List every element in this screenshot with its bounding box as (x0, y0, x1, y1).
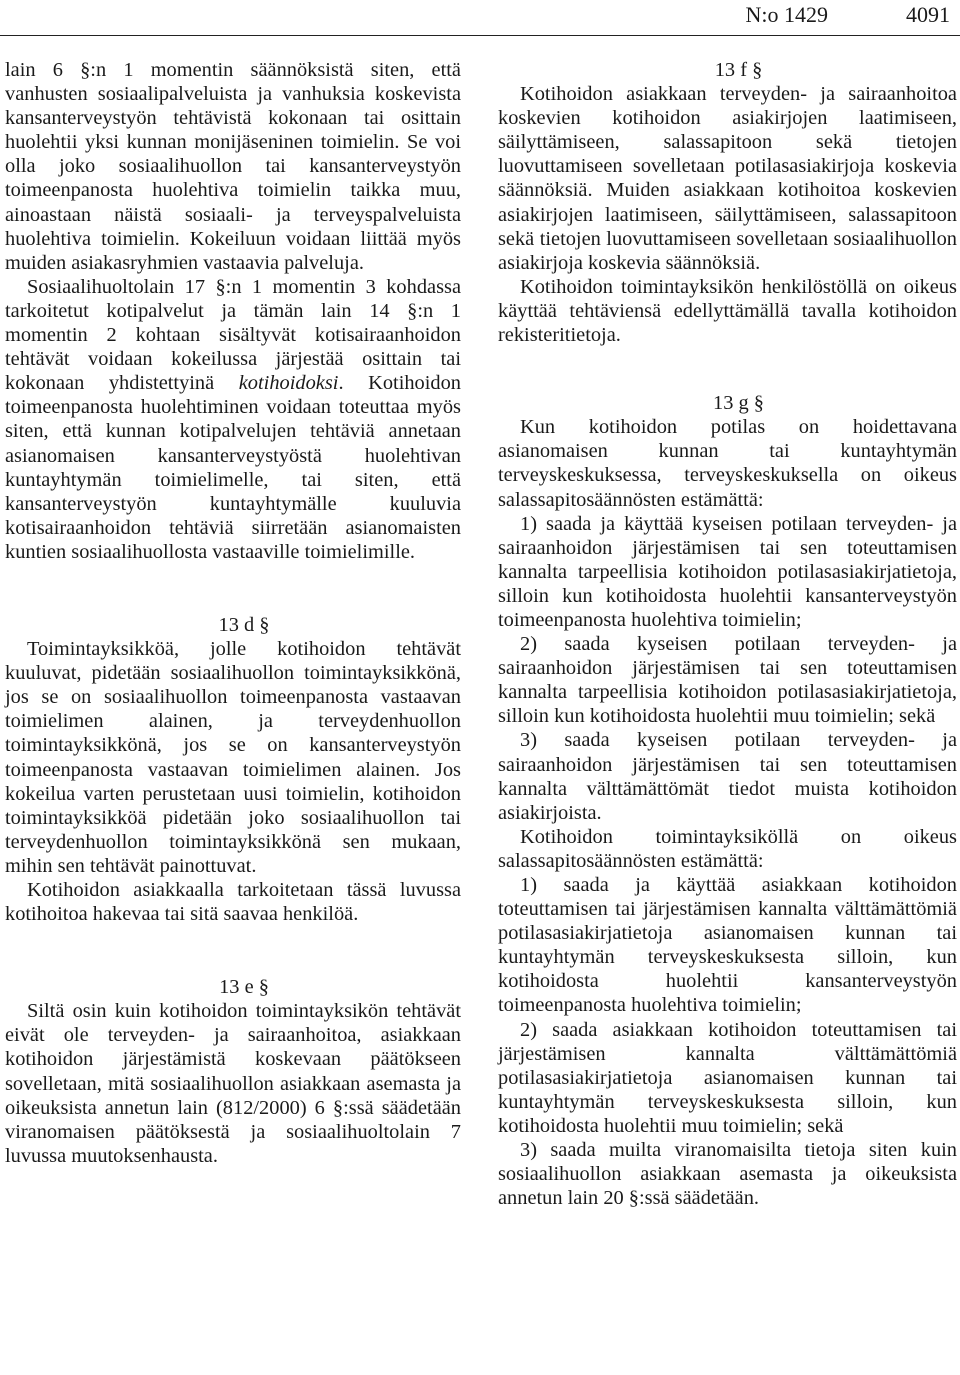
section-13g-intro: Kun kotihoidon potilas on hoidettavana asianomaisen kunnan tai kuntayhtymän terveyskeskuksessa, terveyskeskuksella on oikeus salassapitosäännösten estämättä: (498, 416, 957, 511)
section-heading-13f: 13 f § (714, 59, 763, 81)
section-13g-b-item-1: 1) saada ja käyttää asiakkaan kotihoidon toteuttamisen tai järjestämisen kannalta välttämättömiä potilasasiakirjatietoja asianomaisen kunnan tai kuntayhtymän terveyskeskuksesta silloin, kun kotihoidosta huolehtii kansanterveystyön toimeenpanosta huolehtiva toimielin; (498, 874, 957, 1017)
paragraph-kotihoito (5, 275, 461, 564)
section-heading-13g: 13 g § (713, 392, 764, 415)
section-13f-paragraph-1: Kotihoidon asiakkaan terveyden- ja sairaanhoitoa koskevien kotihoidon asiakirjojen laatimiseen, säilyttämiseen, salassapitoon sekä tietojen luovuttamiseen sovelletaan potilasasiakirjoja koskevia säännöksiä. Muiden asiakkaan kotihoitoa koskevien asiakirjojen laatimiseen, säilyttämiseen, salassapitoon sekä tietojen luovuttamiseen sovelletaan sosiaalihuollon asiakirjoja koskevia säännöksiä. (498, 83, 957, 274)
section-heading-13e: 13 e § (219, 976, 269, 999)
paragraph-text: . Kotihoidon toimeenpanosta huolehtiminen voidaan toteuttaa myös siten, että kunnan kotipalvelujen tehtäviä annetaan asianomaisen kansanterveystyöstä huolehtivan kuntayhtymän toimielimelle, tai siten, että kansanterveystyön kuntayhtymälle kuuluvia kotisairaanhoidon tehtäviä siirretään asianomaisten kuntien sosiaalihuollosta vastaaville toimielimille. (5, 372, 461, 563)
section-13g-item-1: 1) saada ja käyttää kyseisen potilaan terveyden- ja sairaanhoidon järjestämisen tai sen toteuttamisen kannalta tarpeellisia kotihoidon potilasasiakirjatietoja, silloin kun kotihoidosta huolehtii kansanterveystyön toimeenpanosta huolehtiva toimielin; (498, 512, 957, 631)
section-13g-item-3: 3) saada kyseisen potilaan terveyden- ja sairaanhoidon järjestämisen tai sen toteuttamisen kannalta välttämättömät tiedot muista kotihoidon asiakirjoista. (498, 729, 957, 824)
paragraph-continuation: lain 6 §:n 1 momentin säännöksistä siten, että vanhusten sosiaalipalveluista ja vanhuksia koskevista kansanterveystyön tehtävistä kokonaan tai osittain huolehtii yksi kunnan monijäseninen toimielin. Se voi olla joko sosiaalihuollon tai kansanterveystyön toimeenpanosta huolehtiva toimielin taikka muu, ainoastaan näistä sosiaali- ja terveyspalveluista huolehtiva toimielin. Kokeiluun voidaan liittää myös muiden asiakasryhmien vastaavia palveluja. (5, 59, 461, 274)
section-13e-paragraph-1: Siltä osin kuin kotihoidon toimintayksikön tehtävät eivät ole terveyden- ja sairaanhoitoa, asiakkaan kotihoidon järjestämistä koskevaan päätökseen sovelletaan, mitä sosiaalihuollon asiakkaan asemasta ja oikeuksista annetun lain (812/2000) 6 §:ssä säädetään viranomaisen päätöksestä ja sosiaalihuoltolain 7 luvussa muutoksenhausta. (5, 1000, 461, 1167)
defined-term: kotihoidoksi (238, 372, 339, 395)
paragraph-text: Sosiaalihuoltolain 17 §:n 1 momentin 3 kohdassa tarkoitetut kotipalvelut ja tämän lain 14 §:n 1 momentin 2 kohtaan sisältyvät kotisairaanhoidon tehtävät voidaan kokeilussa järjestää osittain tai kokonaan yhdistettyinä (5, 275, 461, 395)
section-13g-b-item-2: 2) saada asiakkaan kotihoidon toteuttamisen tai järjestämisen kannalta välttämättömiä potilasasiakirjatietoja asianomaisen kunnan tai kuntayhtymän terveyskeskuksesta silloin, kun kotihoidosta huolehtii muu toimielin; sekä (498, 1018, 957, 1137)
section-spacer (5, 926, 461, 975)
header-rule (0, 35, 960, 36)
section-13g-b-item-3: 3) saada muilta viranomaisilta tietoja siten kuin sosiaalihuollon asiakkaan asemasta ja oikeuksista annetun lain 20 §:ssä säädetään. (498, 1139, 957, 1210)
page-header (746, 0, 951, 34)
section-13f-paragraph-2: Kotihoidon toimintayksikön henkilöstöllä on oikeus käyttää tehtäviensä edellyttämällä tavalla kotihoidon rekisteritietoja. (498, 275, 957, 347)
section-13g-intro-2: Kotihoidon toimintayksiköllä on oikeus salassapitosäännösten estämättä: (498, 825, 957, 872)
section-heading-13d: 13 d § (218, 613, 270, 636)
issue-number: N:o 1429 (745, 2, 828, 27)
right-column (498, 58, 957, 1210)
page-number: 4091 (906, 2, 950, 27)
section-13d-paragraph-1: Toimintayksikköä, jolle kotihoidon tehtävät kuuluvat, pidetään sosiaalihuollon toimintayksikkönä, jos se on sosiaalihuollon toimeenpanosta vastaavan toimielimen alainen, ja terveydenhuollon toimintayksikkönä, jos se on kansanterveystyön toimeenpanosta vastaavan toimielimen alainen. Jos kokeilua varten perustetaan uusi toimielin, kotihoidon toimintayksikköä pidetään joko sosiaalihuollon tai terveydenhuollon toimintayksikkönä sen mukaan, mihin sen tehtävät painottuvat. (5, 638, 461, 877)
section-spacer (5, 564, 461, 613)
left-column (5, 58, 461, 1168)
section-spacer (498, 347, 957, 391)
section-13g-item-2: 2) saada kyseisen potilaan terveyden- ja sairaanhoidon järjestämisen tai sen toteuttamisen kannalta tarpeellisia kotihoidon potilasasiakirjatietoja, silloin kun kotihoidosta huolehtii muu toimielin; sekä (498, 633, 957, 728)
section-13d-paragraph-2: Kotihoidon asiakkaalla tarkoitetaan tässä luvussa kotihoitoa hakevaa tai sitä saavaa henkilöä. (5, 879, 461, 926)
